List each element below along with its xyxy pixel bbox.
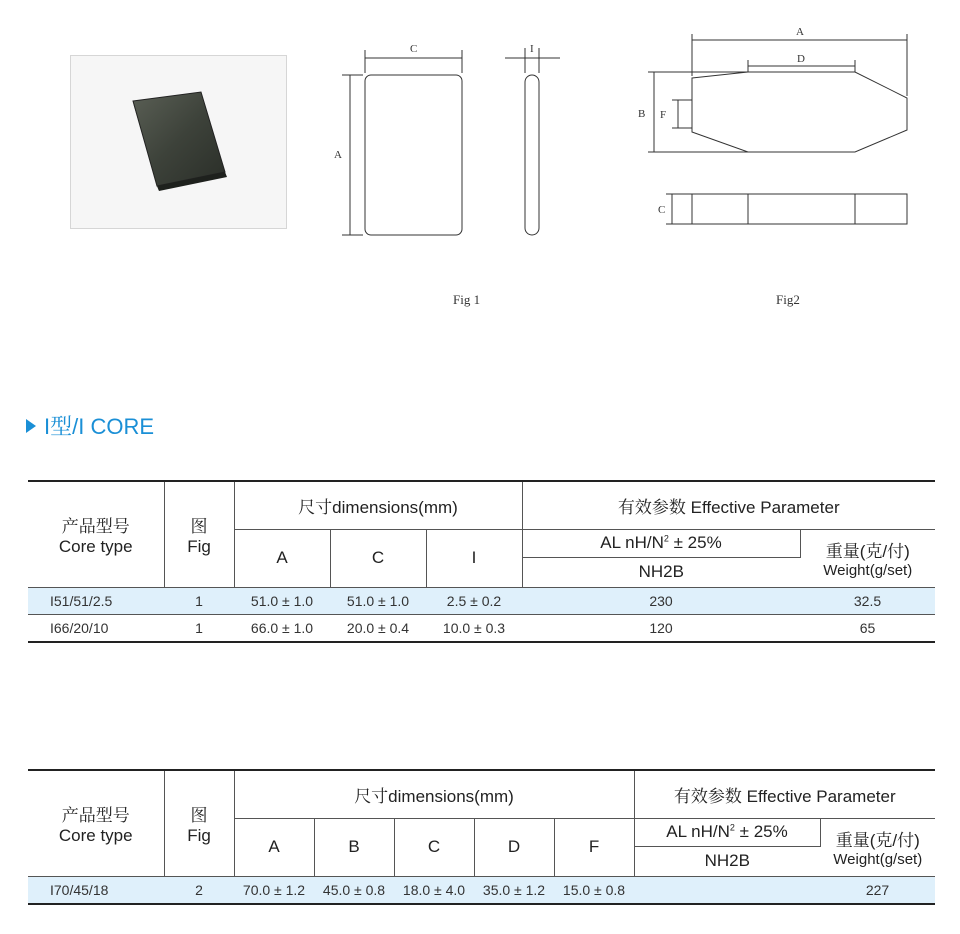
dimensions-header: 尺寸dimensions(mm) [234,770,634,818]
fig2-drawing [630,20,930,235]
weight-header [800,529,935,587]
cell-c: 20.0 ± 0.4 [330,614,426,642]
effective-parameter-header: 有效参数 Effective Parameter [634,770,935,818]
table-row [28,614,935,642]
fig2-dim-a: A [796,26,804,38]
core-type-en: Core type [58,536,133,556]
al-header: AL $nH/N^2 \pm 25\%$ [634,818,820,846]
spec-table-1 [28,480,935,643]
weight-en: Weight(g/set) [823,562,913,579]
core-type-cn: 产品型号 [61,516,130,536]
fig1-drawing [330,40,570,250]
fig2-dim-b: B [638,108,646,120]
core-type-cn: 产品型号 [61,805,130,825]
col-a-header: A [234,529,330,587]
weight-cn: 重量(克/付) [825,542,910,561]
cell-core-type: I70/45/18 [28,876,164,904]
weight-header [820,818,935,876]
cell-fig: 1 [164,587,234,614]
fig2-label: Fig2 [776,292,800,307]
fig2-dim-d: D [797,53,805,65]
col-f-header: F [554,818,634,876]
col-a-header: A [234,818,314,876]
section-heading [26,410,154,441]
cell-al: 120 [522,614,800,642]
cell-core-type: I66/20/10 [28,614,164,642]
cell-a: 70.0 ± 1.2 [234,876,314,904]
cell-weight: 32.5 [800,587,935,614]
effective-parameter-header: 有效参数 Effective Parameter [522,481,935,529]
col-d-header: D [474,818,554,876]
material-header: NH2B [522,557,800,587]
weight-cn: 重量(克/付) [835,831,920,850]
cell-i: 2.5 ± 0.2 [426,587,522,614]
section-title: I型/I CORE [44,414,155,439]
fig2-dim-f: F [660,109,667,121]
cell-fig: 2 [164,876,234,904]
cell-fig: 1 [164,614,234,642]
cell-c: 51.0 ± 1.0 [330,587,426,614]
dimensions-header: 尺寸dimensions(mm) [234,481,522,529]
spec-table-2 [28,769,935,905]
cell-a: 66.0 ± 1.0 [234,614,330,642]
cell-al [634,876,820,904]
al-header: AL $nH/N^2 \pm 25\%$ [522,529,800,557]
weight-en: Weight(g/set) [833,851,923,868]
cell-i: 10.0 ± 0.3 [426,614,522,642]
cell-al: 230 [522,587,800,614]
core-type-header [28,770,164,876]
cell-weight: 227 [820,876,935,904]
col-i-header: I [426,529,522,587]
fig1-dim-i: I [530,43,534,55]
table-row [28,876,935,904]
core-type-header [28,481,164,587]
table-row [28,587,935,614]
cell-weight: 65 [800,614,935,642]
col-c-header: C [394,818,474,876]
cell-f: 15.0 ± 0.8 [554,876,634,904]
fig-header [164,481,234,587]
fig1-dim-a: A [334,149,342,161]
cell-c: 18.0 ± 4.0 [394,876,474,904]
product-photo [70,55,287,229]
fig-en: Fig [187,825,211,845]
triangle-bullet-icon [26,419,36,433]
col-b-header: B [314,818,394,876]
col-c-header: C [330,529,426,587]
cell-core-type: I51/51/2.5 [28,587,164,614]
material-header: NH2B [634,846,820,876]
fig-en: Fig [187,536,211,556]
fig1-label: Fig 1 [453,292,481,307]
cell-d: 35.0 ± 1.2 [474,876,554,904]
cell-b: 45.0 ± 0.8 [314,876,394,904]
fig-cn: 图 [190,805,208,825]
cell-a: 51.0 ± 1.0 [234,587,330,614]
ferrite-core-image [71,56,286,228]
fig-header [164,770,234,876]
core-type-en: Core type [58,825,133,845]
fig2-dim-c: C [658,204,666,216]
fig-cn: 图 [190,516,208,536]
fig1-dim-c: C [410,43,418,55]
